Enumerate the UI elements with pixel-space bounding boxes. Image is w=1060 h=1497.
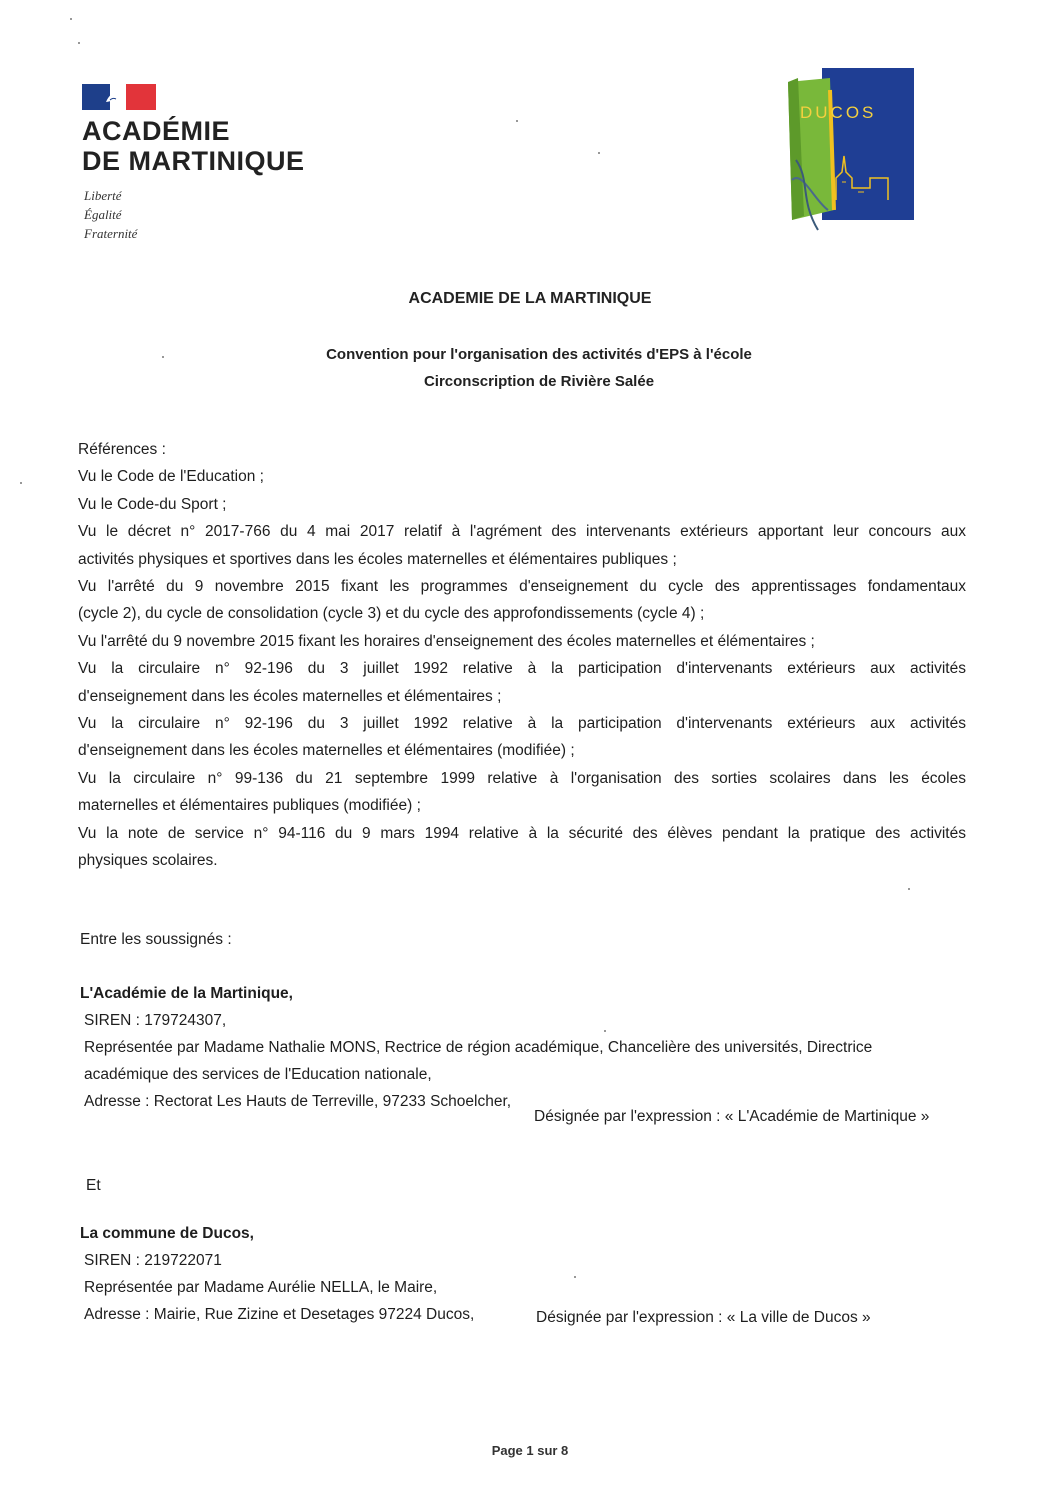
motto-liberte: Liberté <box>84 188 122 203</box>
motto-egalite: Égalité <box>84 207 122 222</box>
party-town-name: La commune de Ducos, <box>80 1225 254 1242</box>
reference-line: physiques scolaires. <box>78 852 218 870</box>
parties-intro: Entre les soussignés : <box>80 931 232 948</box>
reference-line: Vu la circulaire n° 92-196 du 3 juillet 1992 relative à la participation d'intervenants extérieurs aux activités <box>78 715 966 733</box>
circumscription-title: Circonscription de Rivière Salée <box>423 373 655 390</box>
scan-speck <box>908 888 910 890</box>
party-academy-siren: SIREN : 179724307, <box>84 1012 227 1029</box>
academy-logo-name <box>82 116 305 176</box>
convention-title: Convention pour l'organisation des activités d'EPS à l'école <box>326 346 752 363</box>
party-town-address: Adresse : Mairie, Rue Zizine et Desetages 97224 Ducos, <box>84 1306 475 1323</box>
scan-speck <box>598 152 600 154</box>
ducos-town-logo <box>770 60 920 240</box>
party-town <box>80 1220 474 1328</box>
party-academy <box>80 980 872 1115</box>
and-conjunction: Et <box>86 1177 101 1194</box>
party-academy-representative: Représentée par Madame Nathalie MONS, Rectrice de région académique, Chancelière des universités, Directrice <box>84 1039 873 1056</box>
page-number: Page 1 sur 8 <box>491 1443 569 1458</box>
scan-speck <box>516 120 518 122</box>
reference-line: Vu la circulaire n° 99-136 du 21 septembre 1999 relative à l'organisation des sorties scolaires dans les écoles <box>78 769 966 787</box>
reference-line: Vu le Code-du Sport ; <box>78 495 227 513</box>
reference-line: maternelles et élémentaires publiques (modifiée) ; <box>78 797 421 815</box>
party-academy-name: L'Académie de la Martinique, <box>80 985 293 1002</box>
party-academy-designation: Désignée par l'expression : « L'Académie de Martinique » <box>534 1108 930 1125</box>
academy-name-line1: ACADÉMIE <box>82 116 231 146</box>
reference-line: activités physiques et sportives dans les écoles maternelles et élémentaires publiques ; <box>78 550 677 568</box>
reference-line: d'enseignement dans les écoles maternelles et élémentaires (modifiée) ; <box>78 742 575 760</box>
motto-fraternite: Fraternité <box>84 226 138 241</box>
document-title: ACADEMIE DE LA MARTINIQUE <box>408 290 652 307</box>
scan-speck <box>162 356 164 358</box>
scan-speck <box>604 1030 606 1032</box>
academy-name-line2: DE MARTINIQUE <box>82 146 305 176</box>
reference-line: Vu l'arrêté du 9 novembre 2015 fixant les horaires d'enseignement des écoles maternelles et élémentaires ; <box>78 632 815 650</box>
references-section <box>78 436 966 875</box>
marianne-profile-icon <box>104 88 128 106</box>
scan-speck <box>574 1276 576 1278</box>
scan-speck <box>20 482 22 484</box>
scan-speck <box>70 18 72 20</box>
reference-line: Vu la circulaire n° 92-196 du 3 juillet 1992 relative à la participation d'intervenants extérieurs aux activités <box>78 660 966 678</box>
reference-line: Vu la note de service n° 94-116 du 9 mars 1994 relative à la sécurité des élèves pendant la pratique des activités <box>78 824 966 842</box>
party-town-designation: Désignée par l'expression : « La ville de Ducos » <box>536 1309 871 1326</box>
reference-line: Vu le décret n° 2017-766 du 4 mai 2017 relatif à l'agrément des intervenants extérieurs apportant leur concours aux <box>78 523 966 541</box>
scan-speck <box>78 42 80 44</box>
party-academy-address: Adresse : Rectorat Les Hauts de Terreville, 97233 Schoelcher, <box>84 1093 512 1110</box>
reference-line: d'enseignement dans les écoles maternelles et élémentaires ; <box>78 687 502 705</box>
ducos-logo-text: DUCOS <box>800 103 877 122</box>
marianne-flag-logo <box>82 84 156 110</box>
party-town-representative: Représentée par Madame Aurélie NELLA, le Maire, <box>84 1279 438 1296</box>
party-academy-representative-cont: académique des services de l'Education nationale, <box>84 1066 432 1083</box>
party-town-siren: SIREN : 219722071 <box>84 1252 222 1269</box>
reference-line: Vu le Code de l'Education ; <box>78 468 264 486</box>
reference-line: (cycle 2), du cycle de consolidation (cycle 3) et du cycle des approfondissements (cycle 4) ; <box>78 605 705 623</box>
republic-motto <box>84 186 137 243</box>
references-heading: Références : <box>78 441 166 458</box>
reference-line: Vu l'arrêté du 9 novembre 2015 fixant les programmes d'enseignement du cycle des apprentissages fondamentaux <box>78 578 966 596</box>
